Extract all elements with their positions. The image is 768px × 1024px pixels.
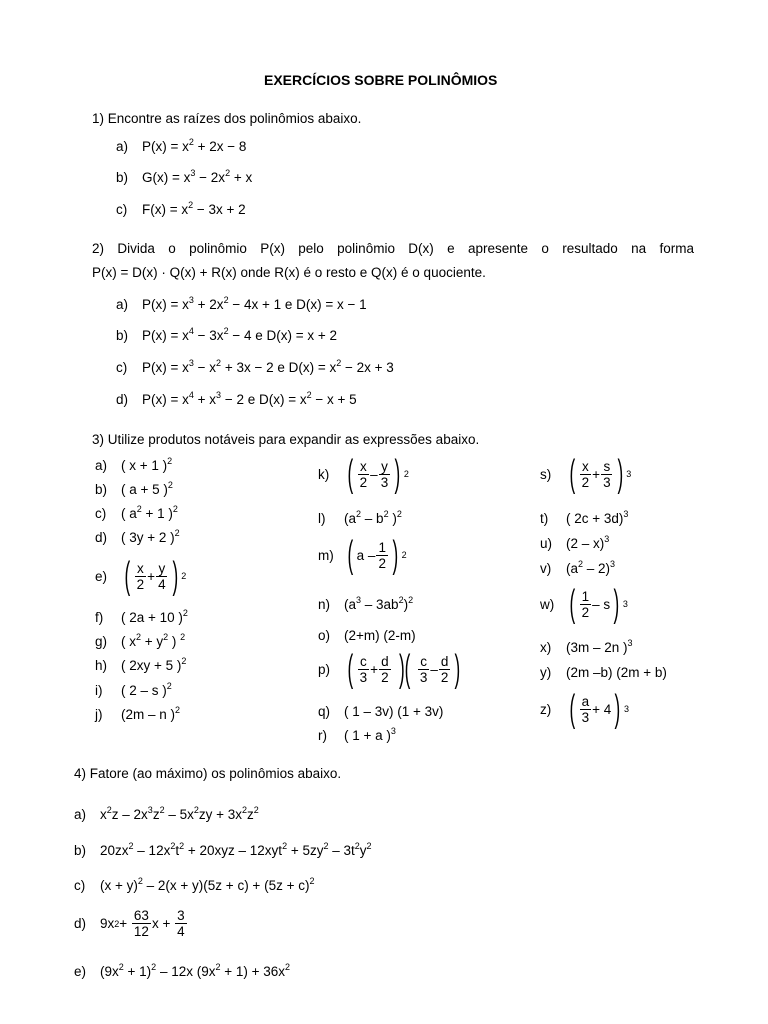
q3-item-a: a) ( x + 1 )$^2$ xyxy=(95,456,173,473)
item-label: d) xyxy=(74,916,87,931)
q3-item-h: h) ( 2xy + 5 )$^2$ xyxy=(95,656,187,673)
question-2-text-line1: 2) Divida o polinômio P(x) pelo polinômio D(x) e apresente o resultado na forma xyxy=(92,241,694,256)
question-1-text: 1) Encontre as raízes dos polinômios abaixo. xyxy=(92,111,362,126)
q3-item-r: r) ( 1 + a )$^3$ xyxy=(318,726,396,743)
q2-item-c: c) $P(x) = x^3 - x^2 + 3x - 2$ e $D(x) = x^2 - 2x + 3$ xyxy=(116,358,394,375)
item-label: b) xyxy=(74,843,87,858)
item-label: b) xyxy=(95,482,108,497)
q3-item-z: z) ( a 3 + 4 ) 3 xyxy=(540,688,629,730)
q3-item-u: u) (2 – x)$^3$ xyxy=(540,534,610,551)
q3-item-y: y) (2m –b) (2m + b) xyxy=(540,665,667,680)
q3-item-m: m) ( a – 1 2 ) 2 xyxy=(318,534,407,576)
q2-item-b: b) $P(x) = x^4 - 3x^2 - 4$ e D(x) = x + 2 xyxy=(116,326,337,343)
q3-item-t: t) ( 2c + 3d)$^3$ xyxy=(540,509,629,526)
item-label: a) xyxy=(116,297,129,312)
q4-item-a: a) $x^2z - 2x^3z^2 - 5x^2zy + 3x^2z^2$ xyxy=(74,805,259,822)
q3-item-v: v) $(a^2 - 2)^3$ xyxy=(540,559,616,576)
q3-item-s: s) ( x 2 + s 3 ) 3 xyxy=(540,453,632,495)
item-label: c) xyxy=(116,360,128,375)
question-2-text-line2: P(x) = D(x) · Q(x) + R(x) onde R(x) é o resto e Q(x) é o quociente. xyxy=(92,265,486,280)
q2-item-d: d) $P(x) = x^4 + x^3 - 2$ e $D(x) = x^2 - x + 5$ xyxy=(116,390,357,407)
item-label: j) xyxy=(95,707,103,722)
item-label: p) xyxy=(318,661,331,677)
item-label: s) xyxy=(540,466,552,482)
item-label: y) xyxy=(540,665,552,680)
q4-item-d: d) 9x 2 + 63 12 x + 3 4 xyxy=(74,908,185,939)
item-label: h) xyxy=(95,658,108,673)
page-title: EXERCÍCIOS SOBRE POLINÔMIOS xyxy=(264,72,498,88)
q4-item-b: b) $20zx^2 - 12x^2t^2 + 20xyz - 12xyt^2 + 5zy^2 - 3t^2y^2$ xyxy=(74,841,372,858)
item-label: g) xyxy=(95,634,108,649)
item-label: e) xyxy=(74,964,87,979)
item-label: a) xyxy=(74,807,87,822)
item-label: a) xyxy=(116,139,129,154)
item-label: x) xyxy=(540,640,552,655)
item-label: f) xyxy=(95,610,104,625)
item-label: d) xyxy=(116,392,129,407)
item-label: w) xyxy=(540,596,555,612)
q3-item-k: k) ( x 2 – y 3 ) 2 xyxy=(318,453,409,495)
q3-item-n: n) $(a^3 - 3ab^2)^2$ xyxy=(318,595,414,612)
item-label: b) xyxy=(116,328,129,343)
item-label: i) xyxy=(95,683,103,698)
item-label: a) xyxy=(95,458,108,473)
item-label: b) xyxy=(116,170,129,185)
q4-item-e: e) $(9x^2 + 1)^2 - 12x$ $(9x^2 + 1) + 36x^2$ xyxy=(74,962,291,979)
q3-item-o: o) (2+m) (2-m) xyxy=(318,628,416,643)
item-label: k) xyxy=(318,466,330,482)
item-label: o) xyxy=(318,628,331,643)
q1-item-c: c) $F(x) = x^2 - 3x + 2$ xyxy=(116,200,246,217)
q3-item-d: d) ( 3y + 2 )$^2$ xyxy=(95,528,180,545)
item-label: c) xyxy=(95,506,107,521)
item-label: l) xyxy=(318,511,326,526)
item-label: c) xyxy=(74,878,86,893)
item-label: c) xyxy=(116,202,128,217)
q3-item-j: j) (2m – n )$^2$ xyxy=(95,705,181,722)
item-label: d) xyxy=(95,530,108,545)
q3-item-f: f) ( 2a + 10 )$^2$ xyxy=(95,608,188,625)
q3-item-i: i) ( 2 – s )$^2$ xyxy=(95,681,172,698)
item-label: u) xyxy=(540,536,553,551)
item-label: n) xyxy=(318,597,331,612)
item-label: m) xyxy=(318,547,334,563)
q2-item-a: a) $P(x) = x^3 + 2x^2 - 4x + 1$ e D(x) = x − 1 xyxy=(116,295,367,312)
item-label: v) xyxy=(540,561,552,576)
item-label: t) xyxy=(540,511,549,526)
q3-item-c: c) ( $a^2 + 1$ )$^2$ xyxy=(95,504,178,521)
q3-item-e: e) ( x 2 + y 4 ) 2 xyxy=(95,555,187,597)
q3-item-b: b) ( a + 5 )$^2$ xyxy=(95,480,173,497)
q3-item-p: p) ( c 3 + d 2 )( c 3 – d 2 ) xyxy=(318,648,461,690)
q4-item-c: c) $(x + y)^2 - 2(x + y)(5z + c) + (5z + c)^2$ xyxy=(74,876,315,893)
item-label: e) xyxy=(95,568,108,584)
item-label: q) xyxy=(318,704,331,719)
q3-item-l: l) ($a^2 - b^2$ )$^2$ xyxy=(318,509,402,526)
q1-item-b: b) $G(x) = x^3 - 2x^2 + x$ xyxy=(116,168,253,185)
q1-item-a: a) $P(x) = x^2 + 2x - 8$ xyxy=(116,137,247,154)
question-3-text: 3) Utilize produtos notáveis para expandir as expressões abaixo. xyxy=(92,432,480,447)
q3-item-q: q) ( 1 – 3v) (1 + 3v) xyxy=(318,704,444,719)
item-label: z) xyxy=(540,701,552,717)
item-label: r) xyxy=(318,728,327,743)
question-4-text: 4) Fatore (ao máximo) os polinômios abaixo. xyxy=(74,766,342,781)
q3-item-w: w) ( 1 2 – s ) 3 xyxy=(540,583,628,625)
q3-item-x: x) (3m – 2n )$^3$ xyxy=(540,638,633,655)
q3-item-g: g) ( $x^2 + y^2$ ) $^2$ xyxy=(95,632,186,649)
